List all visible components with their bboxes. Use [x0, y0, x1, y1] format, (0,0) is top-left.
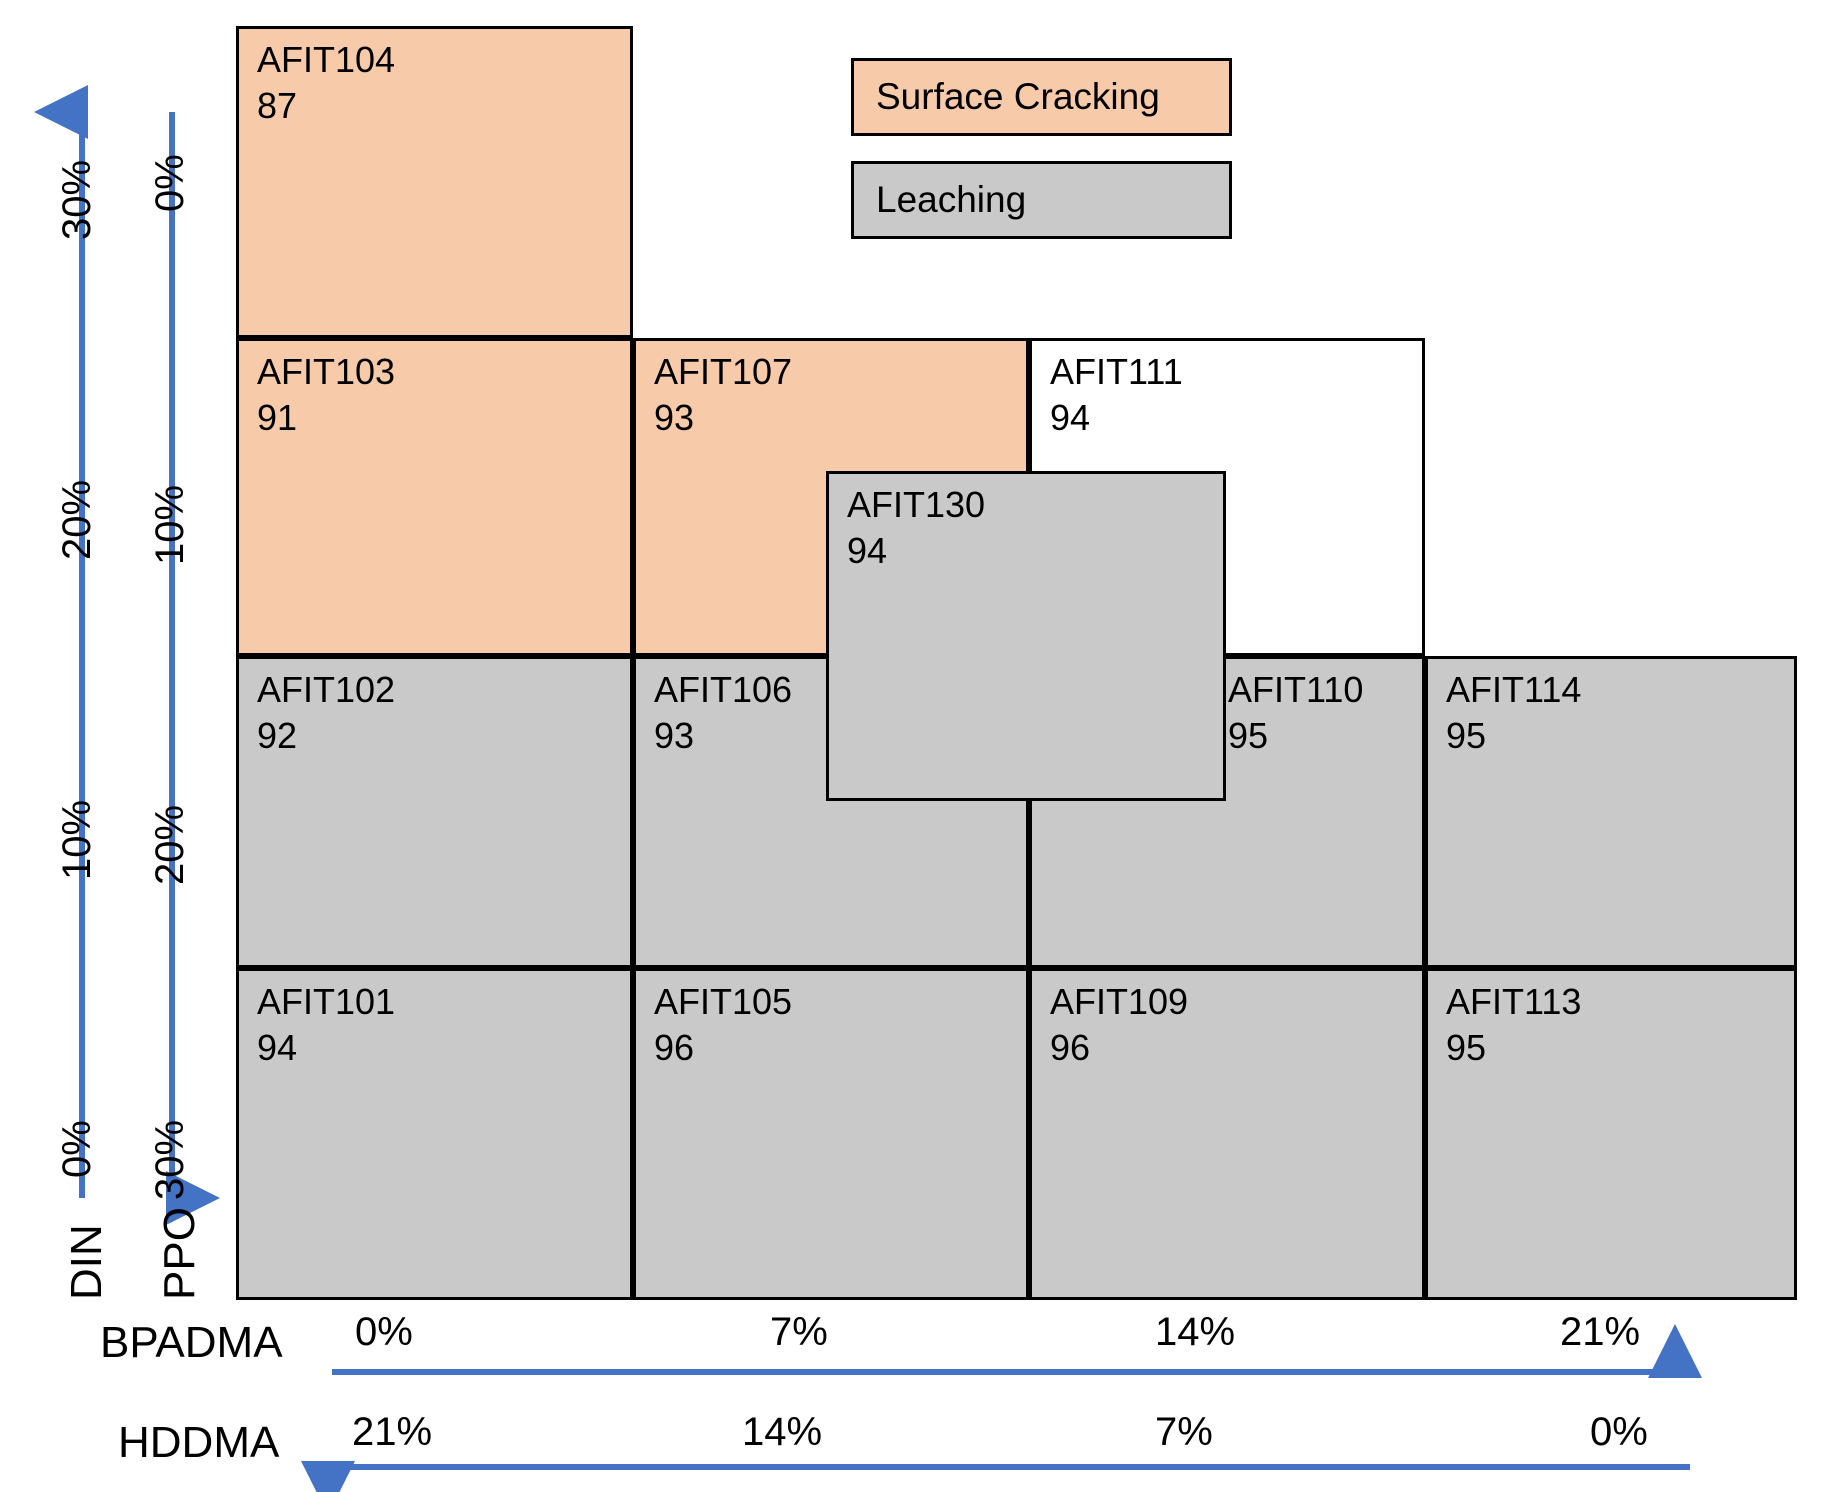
bpadma-tick-1: 7% [770, 1310, 828, 1354]
cell-value: 92 [257, 715, 298, 756]
ppo-tick-0: 0% [148, 154, 192, 212]
cell-label: AFIT110 [1228, 669, 1364, 710]
ppo-tick-2: 20% [148, 804, 192, 885]
din-axis-arrow [62, 100, 102, 1200]
legend-item-surface-cracking[interactable] [851, 58, 1232, 136]
din-tick-3: 0% [55, 1120, 99, 1178]
hddma-tick-1: 14% [742, 1410, 823, 1454]
ppo-tick-1: 10% [148, 484, 192, 565]
ppo-axis-name: PPO [155, 1207, 204, 1300]
cell-value: 95 [1446, 715, 1487, 756]
cell-label: AFIT107 [654, 351, 793, 392]
cell-label: AFIT105 [654, 981, 793, 1022]
cell-afit105[interactable] [633, 968, 1029, 1300]
cell-value: 94 [257, 1027, 298, 1068]
cell-value: 94 [847, 530, 888, 571]
cell-value: 93 [654, 715, 695, 756]
cell-afit130[interactable] [826, 471, 1226, 801]
din-tick-2: 10% [55, 799, 99, 880]
cell-afit109[interactable] [1029, 968, 1425, 1300]
ppo-tick-3: 30% [148, 1119, 192, 1200]
bpadma-tick-2: 14% [1155, 1310, 1236, 1354]
cell-value: 96 [1050, 1027, 1091, 1068]
cell-afit101[interactable] [236, 968, 633, 1300]
hddma-tick-3: 0% [1590, 1410, 1648, 1454]
bpadma-axis-name: BPADMA [100, 1318, 283, 1367]
din-tick-1: 20% [55, 479, 99, 560]
cell-label: AFIT103 [257, 351, 396, 392]
cell-label: AFIT113 [1446, 981, 1582, 1022]
cell-afit102[interactable] [236, 656, 633, 968]
legend-label: Leaching [876, 179, 1027, 220]
bpadma-tick-0: 0% [355, 1310, 413, 1354]
cell-value: 95 [1228, 715, 1269, 756]
cell-label: AFIT102 [257, 669, 396, 710]
cell-afit104[interactable] [236, 26, 633, 338]
cell-value: 93 [654, 397, 695, 438]
cell-value: 95 [1446, 1027, 1487, 1068]
cell-label: AFIT109 [1050, 981, 1189, 1022]
din-axis-name: DIN [62, 1224, 111, 1300]
cell-label: AFIT111 [1050, 351, 1183, 392]
din-tick-0: 30% [55, 159, 99, 240]
ppo-axis-arrow [152, 100, 192, 1200]
legend-item-leaching[interactable] [851, 161, 1232, 239]
cell-afit114[interactable] [1425, 656, 1797, 968]
hddma-axis-arrow [320, 1455, 1700, 1485]
cell-label: AFIT106 [654, 669, 793, 710]
cell-value: 96 [654, 1027, 695, 1068]
bpadma-tick-3: 21% [1560, 1310, 1641, 1354]
cell-afit113[interactable] [1425, 968, 1797, 1300]
hddma-axis-name: HDDMA [118, 1418, 280, 1467]
cell-label: AFIT114 [1446, 669, 1582, 710]
legend-label: Surface Cracking [876, 76, 1160, 117]
cell-value: 94 [1050, 397, 1091, 438]
cell-label: AFIT104 [257, 39, 396, 80]
cell-value: 91 [257, 397, 298, 438]
hddma-tick-2: 7% [1155, 1410, 1213, 1454]
cell-value: 87 [257, 85, 298, 126]
bpadma-axis-arrow [330, 1360, 1690, 1390]
cell-label: AFIT101 [257, 981, 396, 1022]
hddma-tick-0: 21% [352, 1410, 433, 1454]
cell-label: AFIT130 [847, 484, 986, 525]
cell-afit103[interactable] [236, 338, 633, 656]
